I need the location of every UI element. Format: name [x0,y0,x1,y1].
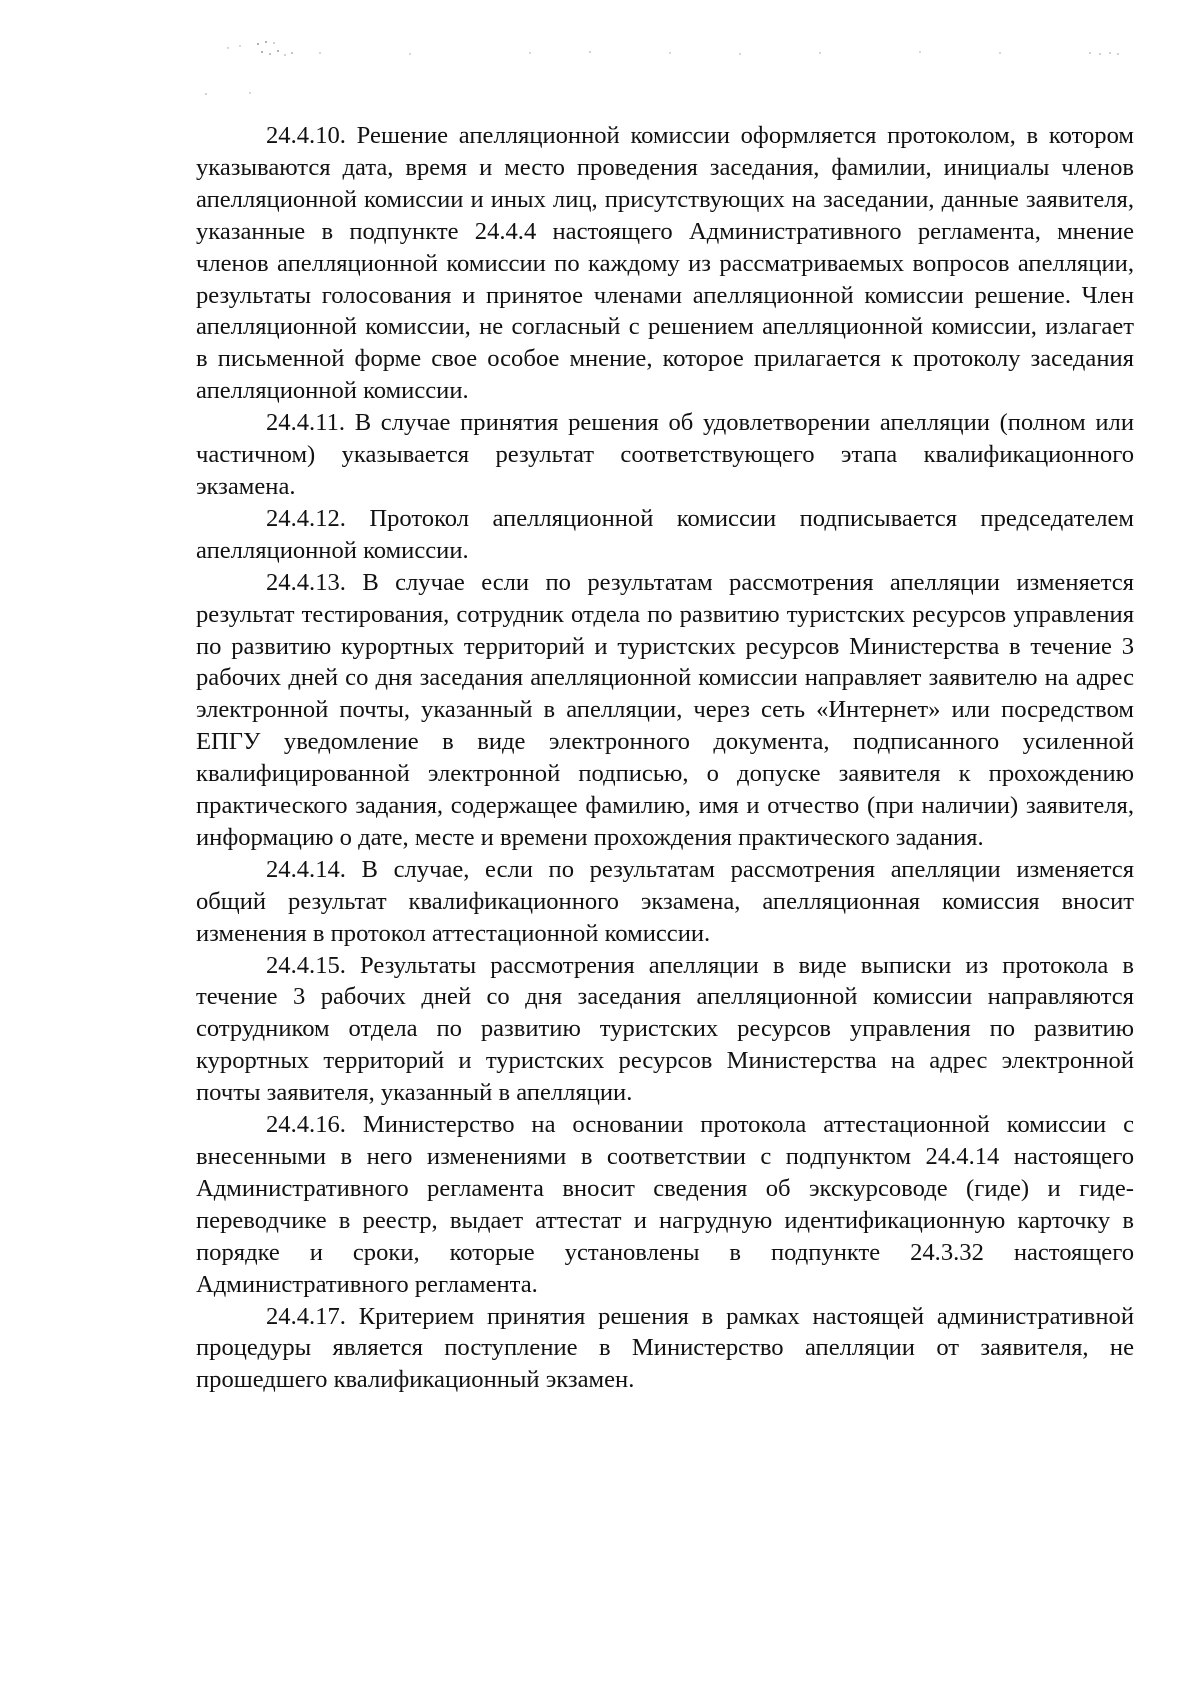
paragraph-24-4-11: 24.4.11. В случае принятия решения об удовлетворении апелляции (полном или частичном) указывается результат соответствующего этапа квалификационного экзамена. [196,409,1134,500]
scan-artifacts [200,38,1140,98]
document-body [196,120,1134,1396]
paragraph-24-4-12: 24.4.12. Протокол апелляционной комиссии подписывается председателем апелляционной комиссии. [196,504,1134,564]
paragraph-24-4-16: 24.4.16. Министерство на основании протокола аттестационной комиссии с внесенными в него изменениями в соответствии с подпунктом 24.4.14 настоящего Административного регламента вносит сведения об экскурсоводе (гиде) и гиде-переводчике в реестр, выдает аттестат и нагрудную идентификационную карточку в порядке и сроки, которые установлены в подпункте 24.3.32 настоящего Административного регламента. [196,1111,1134,1298]
paragraph-24-4-10: 24.4.10. Решение апелляционной комиссии оформляется протоколом, в котором указываются дата, время и место проведения заседания, фамилии, инициалы членов апелляционной комиссии и иных лиц, присутствующих на заседании, данные заявителя, указанные в подпункте 24.4.4 настоящего Административного регламента, мнение членов апелляционной комиссии по каждому из рассматриваемых вопросов апелляции, результаты голосования и принятое членами апелляционной комиссии решение. Член апелляционной комиссии, не согласный с решением апелляционной комиссии, излагает в письменной форме свое особое мнение, которое прилагается к протоколу заседания апелляционной комиссии. [196,122,1134,405]
paragraph-24-4-15: 24.4.15. Результаты рассмотрения апелляции в виде выписки из протокола в течение 3 рабочих дней со дня заседания апелляционной комиссии направляются сотрудником отдела по развитию туристских ресурсов управления по развитию курортных территорий и туристских ресурсов Министерства на адрес электронной почты заявителя, указанный в апелляции. [196,951,1134,1107]
paragraph-24-4-13: 24.4.13. В случае если по результатам рассмотрения апелляции изменяется результат тестирования, сотрудник отдела по развитию туристских ресурсов управления по развитию курортных территорий и туристских ресурсов Министерства в течение 3 рабочих дней со дня заседания апелляционной комиссии направляет заявителю на адрес электронной почты, указанный в апелляции, через сеть «Интернет» или посредством ЕПГУ уведомление в виде электронного документа, подписанного усиленной квалифицированной электронной подписью, о допуске заявителя к прохождению практического задания, содержащее фамилию, имя и отчество (при наличии) заявителя, информацию о дате, месте и времени прохождения практического задания. [196,568,1134,851]
paragraph-24-4-14: 24.4.14. В случае, если по результатам рассмотрения апелляции изменяется общий результат квалификационного экзамена, апелляционная комиссия вносит изменения в протокол аттестационной комиссии. [196,855,1134,947]
paragraph-24-4-17: 24.4.17. Критерием принятия решения в рамках настоящей административной процедуры является поступление в Министерство апелляции от заявителя, не прошедшего квалификационный экзамен. [196,1302,1134,1394]
